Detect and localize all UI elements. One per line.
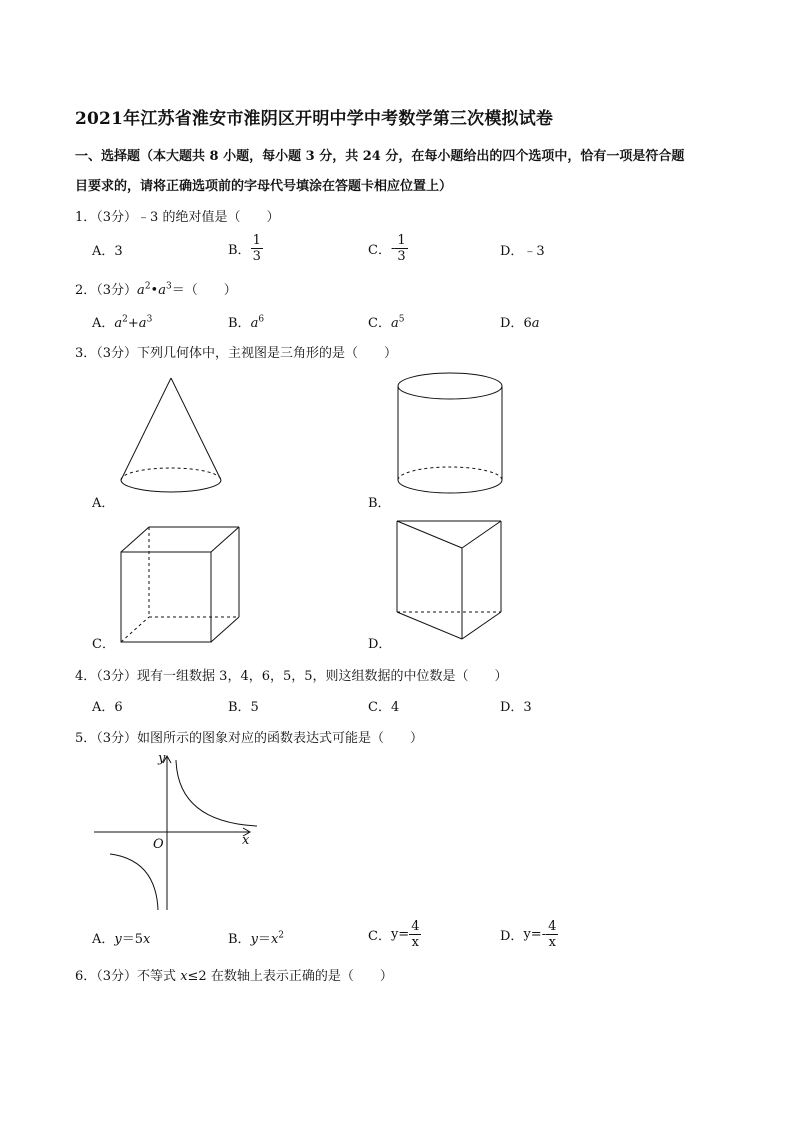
cone-figure bbox=[118, 376, 228, 498]
q1-option-b: B． $\frac{1}{3}$ bbox=[228, 233, 261, 264]
q5-stem: 5．（3分）如图所示的图象对应的函数表达式可能是（ ） bbox=[75, 731, 424, 746]
q2-option-a: A．$a^2+a^3$ bbox=[92, 314, 153, 331]
q5-option-a: A．y＝5x bbox=[92, 932, 151, 947]
hyperbola-graph bbox=[92, 752, 264, 912]
q4-option-b: B．5 bbox=[228, 700, 259, 715]
q1-option-a: A．3 bbox=[92, 244, 123, 259]
q1-option-c: C．- $\frac{1}{3}$ bbox=[368, 233, 406, 264]
page-title: 2021年江苏省淮安市淮阴区开明中学中考数学第三次模拟试卷 bbox=[75, 109, 554, 129]
q3-option-d: D． bbox=[368, 637, 392, 652]
section-instructions-line1: 一、选择题（本大题共 8 小题，每小题 3 分，共 24 分，在每小题给出的四个选项中，恰有一项是符合题 bbox=[75, 149, 685, 164]
section-instructions-line2: 目要求的，请将正确选项前的字母代号填涂在答题卡相应位置上） bbox=[75, 179, 453, 194]
q2-option-b: B．$a^6$ bbox=[228, 314, 265, 331]
q2-option-d: D．6a bbox=[500, 316, 540, 331]
q1-option-d: D．﹣3 bbox=[500, 244, 545, 259]
graph-origin-label: O bbox=[153, 837, 164, 852]
graph-y-label: y bbox=[158, 751, 166, 766]
q4-option-c: C．4 bbox=[368, 700, 400, 715]
q4-stem: 4．（3分）现有一组数据 3，4，6，5，5，则这组数据的中位数是（ ） bbox=[75, 669, 508, 684]
q5-option-c: C．y= $\frac{4}{x}$ bbox=[368, 919, 420, 950]
q4-option-d: D．3 bbox=[500, 700, 532, 715]
triangular-prism-figure bbox=[394, 518, 504, 642]
cylinder-figure bbox=[394, 370, 506, 498]
q4-option-a: A．6 bbox=[92, 700, 123, 715]
q3-stem: 3．（3分）下列几何体中，主视图是三角形的是（ ） bbox=[75, 346, 398, 361]
q5-option-b: B．$y=x^2$ bbox=[228, 930, 285, 947]
q2-stem: 2．（3分）$a^2•a^3=$（ ） bbox=[75, 281, 237, 298]
graph-x-label: x bbox=[242, 833, 250, 848]
q2-option-c: C．$a^5$ bbox=[368, 314, 405, 331]
cube-figure bbox=[118, 524, 242, 644]
q5-option-d: D．y=- $\frac{4}{x}$ bbox=[500, 919, 557, 950]
q6-stem: 6．（3分）不等式 x≤2 在数轴上表示正确的是（ ） bbox=[75, 969, 393, 984]
q1-stem: 1．（3分）﹣3 的绝对值是（ ） bbox=[75, 210, 280, 225]
q3-option-b: B． bbox=[368, 496, 391, 511]
q3-option-a: A． bbox=[92, 496, 115, 511]
q3-option-c: C． bbox=[92, 637, 115, 652]
